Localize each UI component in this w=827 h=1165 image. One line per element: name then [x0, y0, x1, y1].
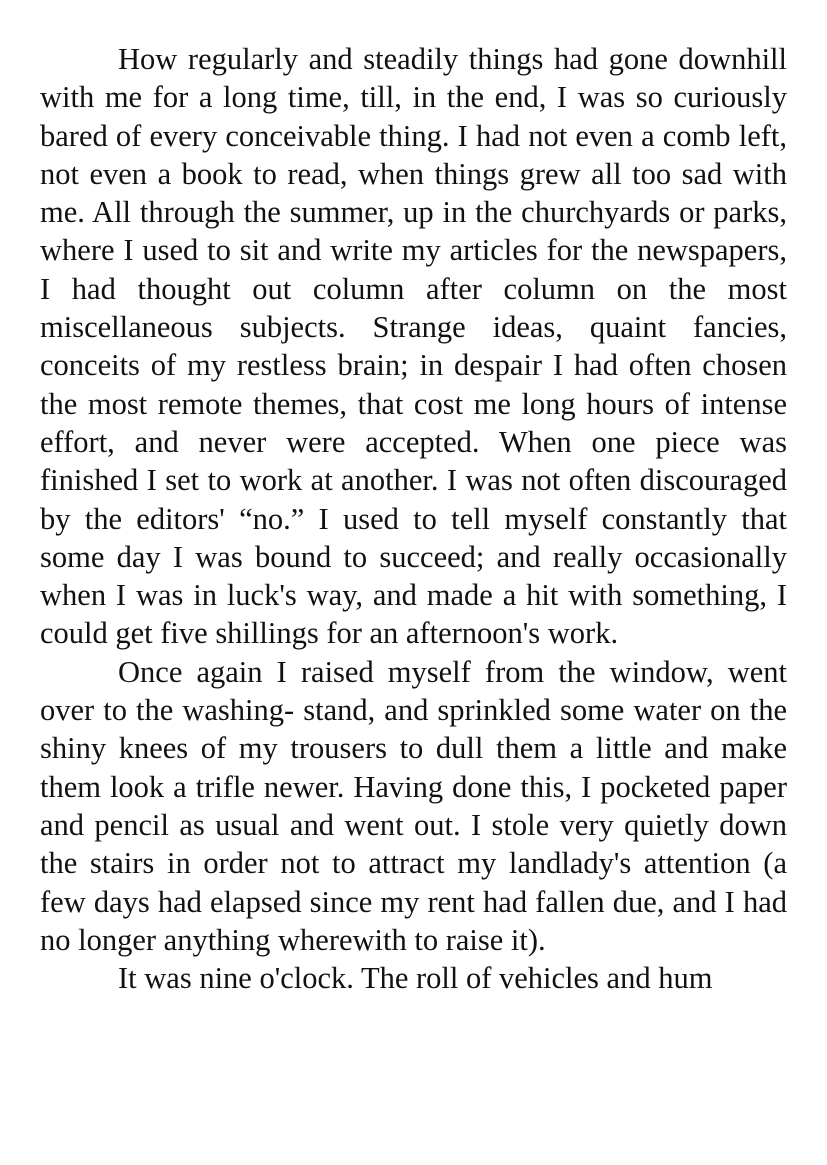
- paragraph-3: It was nine o'clock. The roll of vehicles and hum: [118, 961, 713, 996]
- paragraph-2: Once again I raised myself from the window, went over to the washing- stand, and sprinkled some water on the shiny knees of my trousers to dull them a little and make them look a trifle newer. Having done this, I pocketed paper and pencil as usual and went out. I stole very quietly down the stairs in order not to attract my landlady's attention (a few days had elapsed since my rent had fallen due, and I had no longer anything wherewith to raise it).: [40, 654, 787, 957]
- document-page: [40, 40, 787, 997]
- paragraph-1: How regularly and steadily things had gone downhill with me for a long time, till, in the end, I was so curiously bared of every conceivable thing. I had not even a comb left, not even a book to read, when things grew all too sad with me. All through the summer, up in the churchyards or parks, where I used to sit and write my articles for the newspapers, I had thought out column after column on the most miscellaneous subjects. Strange ideas, quaint fancies, conceits of my restless brain; in despair I had often chosen the most remote themes, that cost me long hours of intense effort, and never were accepted. When one piece was finished I set to work at another. I was not often discouraged by the editors' “no.” I used to tell myself constantly that some day I was bound to succeed; and really occasionally when I was in luck's way, and made a hit with something, I could get five shillings for an afternoon's work.: [40, 42, 787, 651]
